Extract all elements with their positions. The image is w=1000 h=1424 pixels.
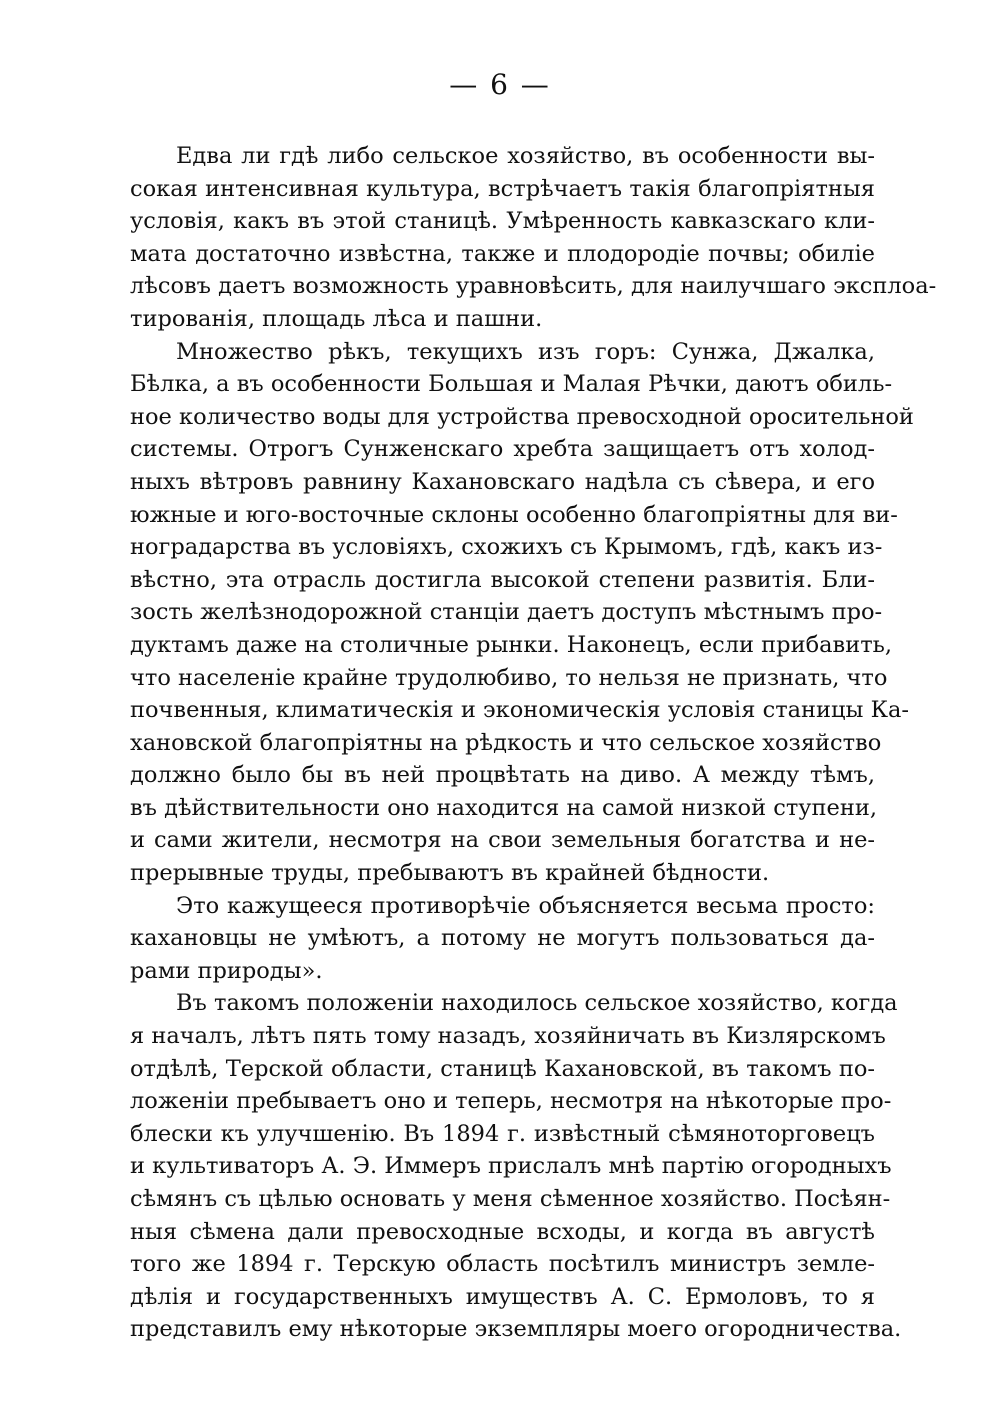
text-line: условія, какъ въ этой станицѣ. Умѣренность кавказскаго кли- bbox=[130, 208, 875, 235]
text-line: я началъ, лѣтъ пять тому назадъ, хозяйничать въ Кизлярскомъ bbox=[130, 1023, 886, 1050]
text-line: что населеніе крайне трудолюбиво, то нельзя не признать, что bbox=[130, 664, 888, 691]
text-line: ноградарства въ условіяхъ, схожихъ съ Крымомъ, гдѣ, какъ из- bbox=[130, 534, 883, 561]
text-line: Въ такомъ положеніи находилось сельское хозяйство, когда bbox=[176, 990, 898, 1017]
text-line: и культиваторъ А. Э. Иммеръ прислалъ мнѣ партію огородныхъ bbox=[130, 1153, 892, 1180]
text-line: отдѣлѣ, Терской области, станицѣ Кахановской, въ такомъ по- bbox=[130, 1055, 875, 1082]
text-line: южные и юго-восточные склоны особенно благопріятны для ви- bbox=[130, 501, 898, 528]
text-line: Едва ли гдѣ либо сельское хозяйство, въ особенности вы- bbox=[176, 143, 875, 169]
text-line: дуктамъ даже на столичные рынки. Наконецъ, если прибавить, bbox=[130, 631, 893, 658]
text-line: хановской благопріятны на рѣдкость и что сельское хозяйство bbox=[130, 729, 882, 756]
text-line: Это кажущееся противорѣчіе объясняется весьма просто: bbox=[176, 892, 875, 919]
text-line: тированія, площадь лѣса и пашни. bbox=[130, 305, 543, 332]
text-line: блески къ улучшенію. Въ 1894 г. извѣстный сѣмяноторговецъ bbox=[130, 1120, 875, 1147]
text-line: системы. Отрогъ Сунженскаго хребта защищаетъ отъ холод- bbox=[130, 436, 875, 463]
text-line: рами природы». bbox=[130, 957, 323, 984]
body-text bbox=[130, 140, 937, 1346]
text-line: Множество рѣкъ, текущихъ изъ горъ: Сунжа, Джалка, bbox=[176, 338, 875, 365]
text-line: почвенныя, климатическія и экономическія условія станицы Ка- bbox=[130, 697, 910, 724]
text-line: прерывные труды, пребываютъ въ крайней бѣдности. bbox=[130, 860, 770, 887]
text-line: сокая интенсивная культура, встрѣчаетъ такія благопріятныя bbox=[130, 175, 875, 202]
text-line: представилъ ему нѣкоторые экземпляры моего огородничества. bbox=[130, 1316, 902, 1343]
text-line: кахановцы не умѣютъ, а потому не могутъ пользоваться да- bbox=[130, 925, 875, 952]
page-number: — 6 — bbox=[449, 68, 551, 101]
text-line: того же 1894 г. Терскую область посѣтилъ министръ земле- bbox=[130, 1251, 875, 1278]
text-line: вѣстно, эта отрасль достигла высокой степени развитія. Бли- bbox=[130, 566, 875, 593]
text-line: ныя сѣмена дали превосходные всходы, и когда въ августѣ bbox=[130, 1218, 875, 1245]
text-line: мата достаточно извѣстна, также и плодородіе почвы; обиліе bbox=[130, 240, 875, 267]
text-line: Бѣлка, а въ особенности Большая и Малая Рѣчки, даютъ обиль- bbox=[130, 371, 893, 398]
text-line: ложеніи пребываетъ оно и теперь, несмотря на нѣкоторые про- bbox=[130, 1088, 892, 1115]
text-line: лѣсовъ даетъ возможность уравновѣсить, для наилучшаго эксплоа- bbox=[130, 273, 937, 300]
text-line: ное количество воды для устройства превосходной оросительной bbox=[130, 403, 914, 430]
text-line: сѣмянъ съ цѣлью основать у меня сѣменное хозяйство. Посѣян- bbox=[130, 1186, 891, 1212]
text-line: зость желѣзнодорожной станціи даетъ доступъ мѣстнымъ про- bbox=[130, 599, 883, 626]
text-line: должно было бы въ ней процвѣтать на диво. А между тѣмъ, bbox=[130, 762, 875, 789]
text-line: дѣлія и государственныхъ имуществъ А. С. Ермоловъ, то я bbox=[130, 1283, 875, 1310]
text-line: въ дѣйствительности оно находится на самой низкой ступени, bbox=[130, 794, 877, 821]
text-line: ныхъ вѣтровъ равнину Кахановскаго надѣла съ сѣвера, и его bbox=[130, 468, 875, 495]
text-line: и сами жители, несмотря на свои земельныя богатства и не- bbox=[130, 827, 875, 854]
